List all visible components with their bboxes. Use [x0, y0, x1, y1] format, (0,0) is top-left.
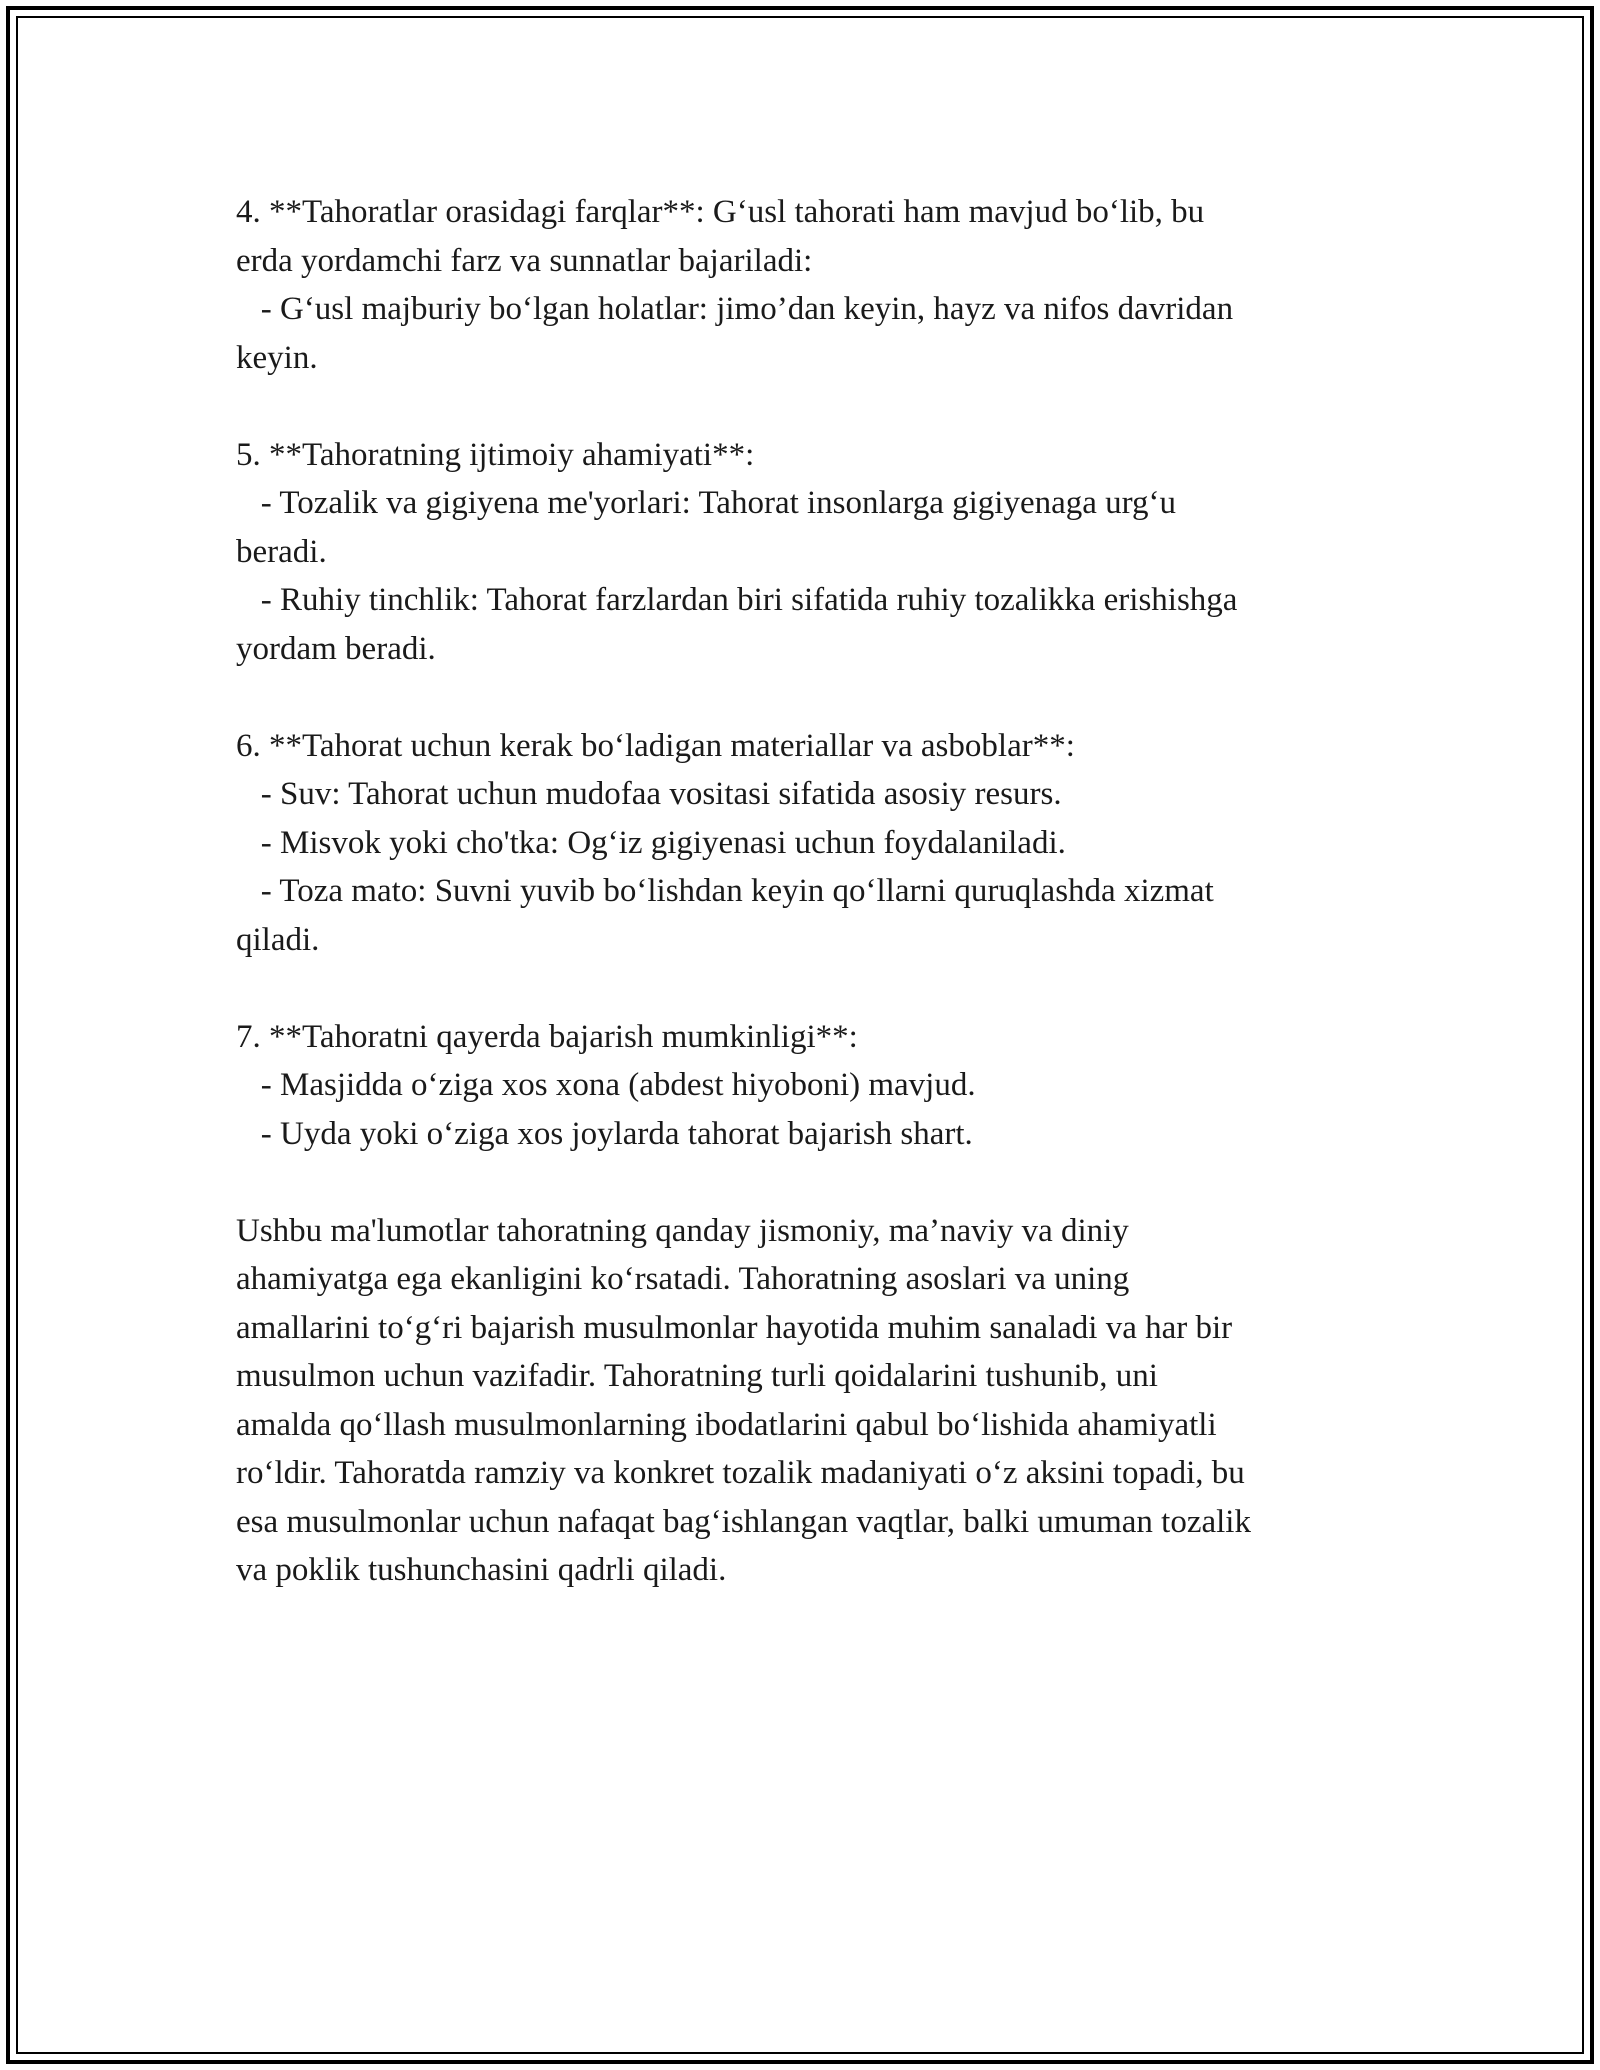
text-line: erda yordamchi farz va sunnatlar bajariladi: — [236, 242, 813, 279]
text-line: keyin. — [236, 339, 318, 376]
text-line: beradi. — [236, 533, 327, 570]
text-line: ro‘ldir. Tahoratda ramziy va konkret tozalik madaniyati o‘z aksini topadi, bu — [236, 1455, 1245, 1491]
text-line: 5. **Tahoratning ijtimoiy ahamiyati**: — [236, 436, 755, 473]
text-line: 6. **Tahorat uchun kerak bo‘ladigan materiallar va asboblar**: — [236, 727, 1075, 764]
text-line: - Suv: Tahorat uchun mudofaa vositasi sifatida asosiy resurs. — [236, 776, 1062, 812]
section-7 — [236, 1013, 1376, 1159]
text-line: ahamiyatga ega ekanligini ko‘rsatadi. Tahoratning asoslari va uning — [236, 1261, 1130, 1297]
text-line: 4. **Tahoratlar orasidagi farqlar**: G‘usl tahorati ham mavjud bo‘lib, bu — [236, 194, 1205, 230]
text-line: Ushbu ma'lumotlar tahoratning qanday jismoniy, ma’naviy va diniy — [236, 1212, 1129, 1249]
text-line: - Ruhiy tinchlik: Tahorat farzlardan biri sifatida ruhiy tozalikka erishishga — [236, 582, 1238, 618]
text-line: - Toza mato: Suvni yuvib bo‘lishdan keyin qo‘llarni quruqlashda xizmat — [236, 873, 1214, 909]
section-5 — [236, 431, 1376, 674]
text-line: amalda qo‘llash musulmonlarning ibodatlarini qabul bo‘lishida ahamiyatli — [236, 1406, 1217, 1443]
text-line: - Masjidda o‘ziga xos xona (abdest hiyoboni) mavjud. — [236, 1067, 976, 1103]
text-line: - G‘usl majburiy bo‘lgan holatlar: jimo’dan keyin, hayz va nifos davridan — [236, 291, 1234, 327]
text-line: musulmon uchun vazifadir. Tahoratning turli qoidalarini tushunib, uni — [236, 1358, 1158, 1394]
section-4 — [236, 188, 1376, 382]
text-line: qiladi. — [236, 921, 320, 958]
text-line: 7. **Tahoratni qayerda bajarish mumkinligi**: — [236, 1018, 858, 1055]
text-line: esa musulmonlar uchun nafaqat bag‘ishlangan vaqtlar, balki umuman tozalik — [236, 1503, 1251, 1540]
text-line: amallarini to‘g‘ri bajarish musulmonlar hayotida muhim sanaladi va har bir — [236, 1309, 1233, 1346]
text-line: - Tozalik va gigiyena me'yorlari: Tahorat insonlarga gigiyenaga urg‘u — [236, 485, 1177, 521]
text-line: - Misvok yoki cho'tka: Og‘iz gigiyenasi uchun foydalaniladi. — [236, 824, 1066, 861]
conclusion-paragraph — [236, 1207, 1376, 1595]
section-6 — [236, 722, 1376, 965]
text-line: - Uyda yoki o‘ziga xos joylarda tahorat bajarish shart. — [236, 1115, 973, 1152]
document-body — [236, 188, 1376, 1643]
text-line: yordam beradi. — [236, 630, 436, 667]
text-line: va poklik tushunchasini qadrli qiladi. — [236, 1552, 727, 1588]
